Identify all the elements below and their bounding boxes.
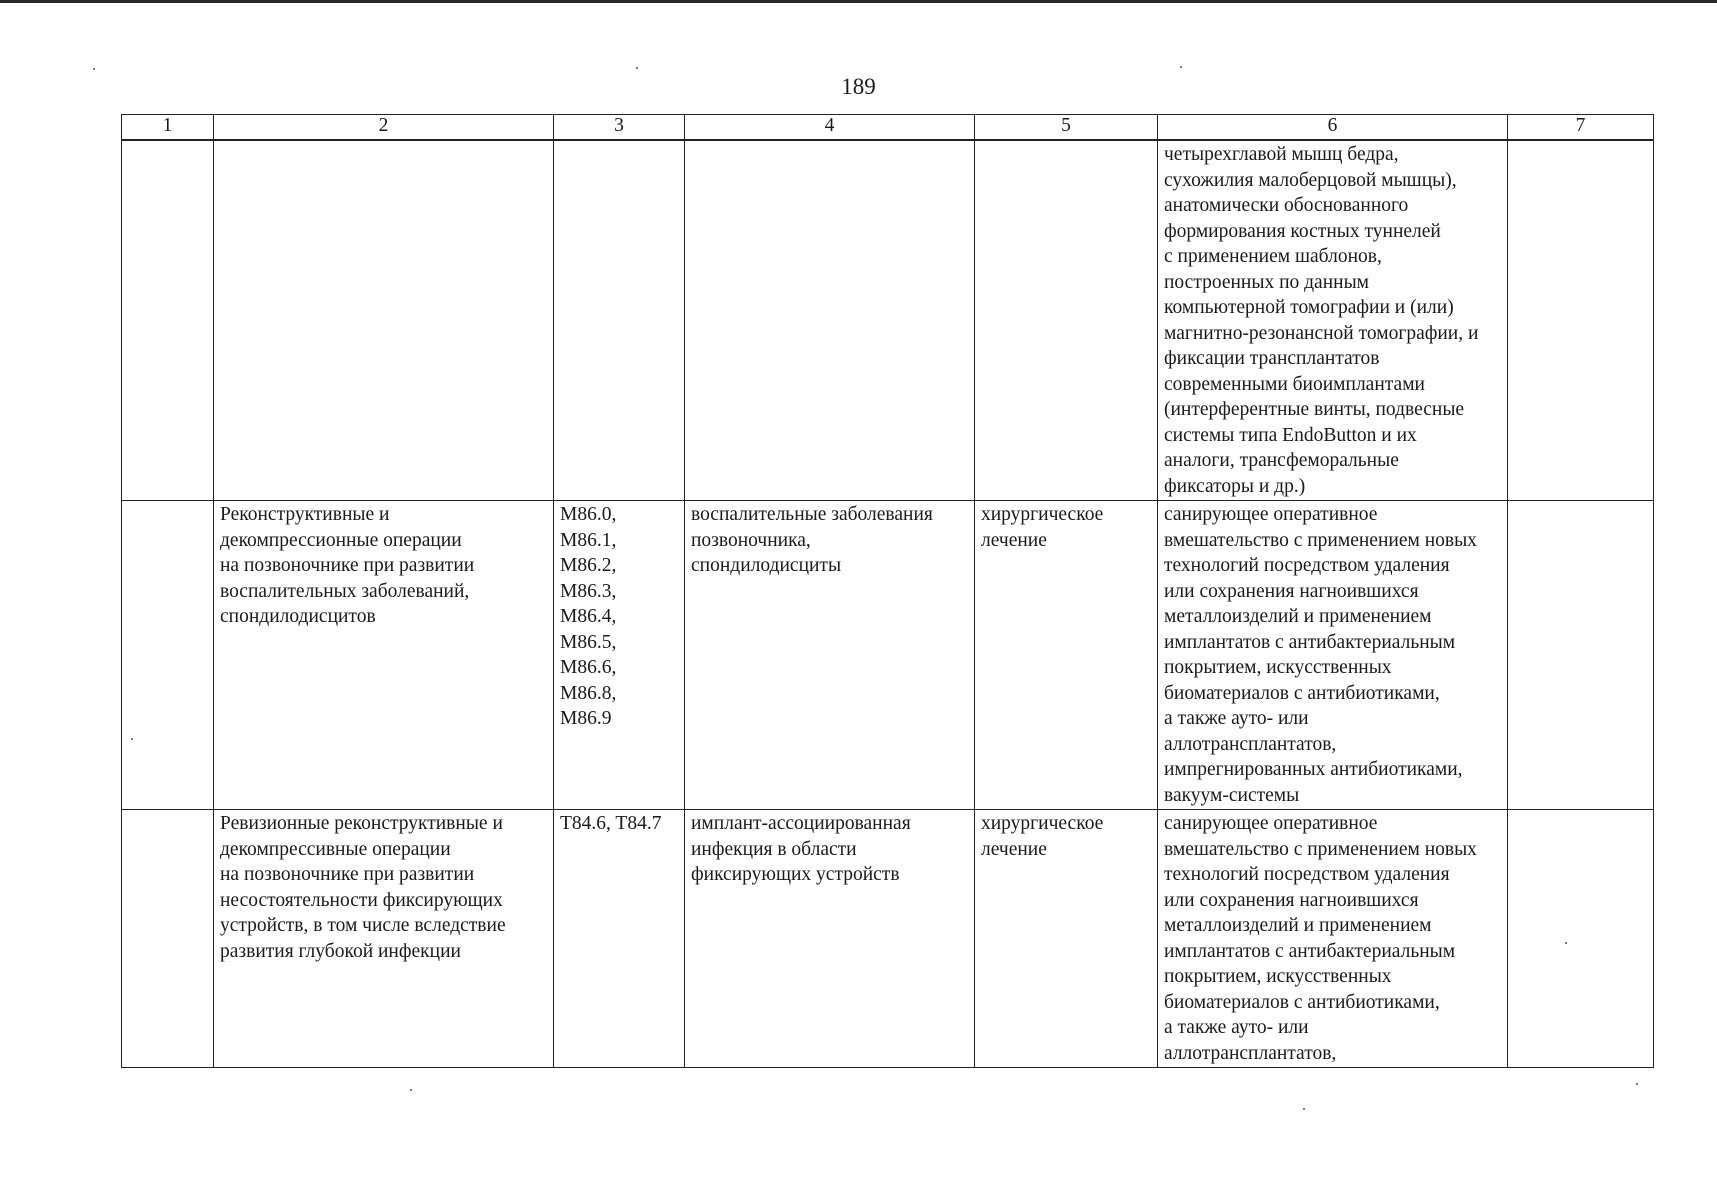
row-2-col-5: хирургическое лечение xyxy=(975,501,1158,810)
scan-speck xyxy=(410,1089,412,1091)
header-cell-1: 1 xyxy=(122,115,214,141)
header-cell-6: 6 xyxy=(1158,115,1508,141)
row-2-col-2: Реконструктивные и декомпрессионные операции на позвоночнике при развитии воспалительных заболеваний, спондилодисцитов xyxy=(214,501,554,810)
row-3-col-3: T84.6, T84.7 xyxy=(554,810,685,1068)
row-1-col-1 xyxy=(122,140,214,501)
row-1-col-4 xyxy=(685,140,975,501)
procedures-table xyxy=(121,114,1654,1068)
top-border-line xyxy=(0,0,1717,3)
row-1-col-6: четырехглавой мышц бедра, сухожилия малоберцовой мышцы), анатомически обоснованного формирования костных туннелей с применением шаблонов, построенных по данным компьютерной томографии и (или) магнитно-резонансной томографии, и фиксации трансплантатов современными биоимплантами (интерферентные винты, подвесные системы типа EndoButton и их аналоги, трансфеморальные фиксаторы и др.) xyxy=(1158,140,1508,501)
header-cell-5: 5 xyxy=(975,115,1158,141)
table-row xyxy=(122,140,1654,501)
row-1-col-7 xyxy=(1508,140,1654,501)
scan-speck xyxy=(1636,1083,1638,1085)
row-3-col-4: имплант-ассоциированная инфекция в области фиксирующих устройств xyxy=(685,810,975,1068)
row-2-col-1 xyxy=(122,501,214,810)
row-1-col-2 xyxy=(214,140,554,501)
table-header-row xyxy=(122,115,1654,141)
header-cell-7: 7 xyxy=(1508,115,1654,141)
header-cell-2: 2 xyxy=(214,115,554,141)
scan-speck xyxy=(93,68,95,70)
row-1-col-3 xyxy=(554,140,685,501)
row-2-col-6: санирующее оперативное вмешательство с применением новых технологий посредством удаления или сохранения нагноившихся металлоизделий и применением имплантатов с антибактериальным покрытием, искусственных биоматериалов с антибиотиками, а также ауто- или аллотрансплантатов, импрегнированных антибиотиками, вакуум-системы xyxy=(1158,501,1508,810)
row-1-col-5 xyxy=(975,140,1158,501)
row-2-col-7 xyxy=(1508,501,1654,810)
header-cell-3: 3 xyxy=(554,115,685,141)
table-row xyxy=(122,501,1654,810)
table-row xyxy=(122,810,1654,1068)
scan-speck xyxy=(1180,66,1182,68)
row-2-col-4: воспалительные заболевания позвоночника, спондилодисциты xyxy=(685,501,975,810)
row-3-col-5: хирургическое лечение xyxy=(975,810,1158,1068)
row-3-col-7 xyxy=(1508,810,1654,1068)
page-number: 189 xyxy=(841,74,876,99)
row-3-col-2: Ревизионные реконструктивные и декомпрессивные операции на позвоночнике при развитии несостоятельности фиксирующих устройств, в том числе вследствие развития глубокой инфекции xyxy=(214,810,554,1068)
header-cell-4: 4 xyxy=(685,115,975,141)
row-3-col-1 xyxy=(122,810,214,1068)
row-3-col-6: санирующее оперативное вмешательство с применением новых технологий посредством удаления или сохранения нагноившихся металлоизделий и применением имплантатов с антибактериальным покрытием, искусственных биоматериалов с антибиотиками, а также ауто- или аллотрансплантатов, xyxy=(1158,810,1508,1068)
row-2-col-3: M86.0, M86.1, M86.2, M86.3, M86.4, M86.5, M86.6, M86.8, M86.9 xyxy=(554,501,685,810)
scan-speck xyxy=(1303,1108,1305,1110)
scan-speck xyxy=(636,67,638,69)
